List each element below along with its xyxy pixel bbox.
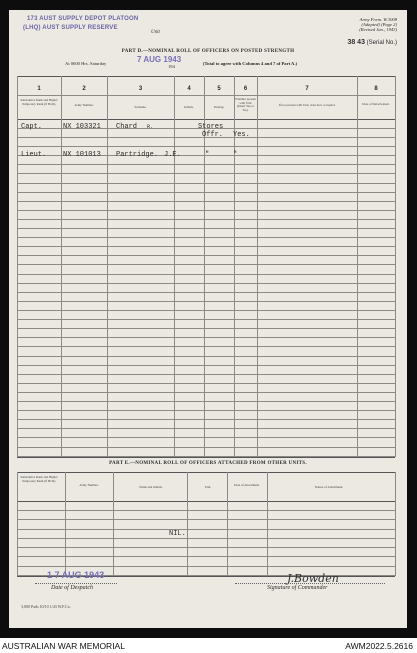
unit-stamp-line-2: (LHQ) AUST SUPPLY RESERVE (23, 25, 118, 31)
row-1-army-number: NX 103321 (63, 123, 101, 131)
serial-number: 38 43 (Serial No.) (347, 39, 397, 46)
header-bottom-rule (17, 119, 395, 120)
year-prefix: 194 (168, 64, 175, 69)
column-number-4: 4 (187, 86, 191, 92)
totals-note: (Total to agree with Columns 4 and 7 of Part A.) (203, 61, 298, 66)
row-1-present: Yes. (233, 131, 250, 139)
e-header-unit: Unit. (204, 485, 212, 489)
row-1-surname: Chard (116, 123, 138, 131)
ruled-line (17, 337, 395, 338)
column-divider (174, 76, 175, 457)
ruled-line (17, 538, 395, 539)
ruled-line (17, 319, 395, 320)
column-divider (187, 472, 188, 576)
ruled-line (17, 310, 395, 311)
form-reference: Army Form. W.3008 (Adapted) (Page 2) (Revised Jan., 1943) (359, 17, 397, 33)
part-e-title: PART E.—NOMINAL ROLL OF OFFICERS ATTACHED FROM OTHER UNITS. (109, 461, 307, 466)
ruled-line (17, 210, 395, 211)
commander-signature: J.Bowden (287, 572, 339, 585)
header-rank: Substantive Rank and Higher Temporary Rank (if Held). (20, 98, 58, 106)
column-divider (65, 472, 66, 576)
unit-stamp-line-1: 173 AUST SUPPLY DEPOT PLATOON (27, 16, 139, 22)
ruled-line (17, 437, 395, 438)
ruled-line (17, 237, 395, 238)
ruled-line (17, 356, 395, 357)
ruled-line (17, 383, 395, 384)
ruled-line (17, 201, 395, 202)
ruled-line (17, 219, 395, 220)
column-divider (61, 76, 62, 457)
column-number-5: 5 (217, 86, 221, 92)
header-army-number: Army Number. (74, 103, 94, 107)
ruled-line (17, 566, 395, 567)
ruled-line (17, 164, 395, 165)
ruled-line (17, 401, 395, 402)
header-detach-date: Date of Detach-ment. (362, 102, 390, 106)
header-posting: Posting. (213, 105, 225, 109)
row-2-present: " (233, 151, 238, 159)
column-number-7: 7 (305, 86, 309, 92)
header-present: Whether present with Unit (Insert Yes or No). (235, 97, 256, 112)
column-number-rule (17, 95, 395, 96)
form-page (9, 10, 407, 628)
signature-underline (235, 583, 385, 584)
ruled-line (17, 510, 395, 511)
ruled-line (17, 419, 395, 420)
ruled-line (17, 556, 395, 557)
row-2-surname: Partridge. (116, 151, 159, 159)
header-initials: Initials. (184, 105, 194, 109)
despatch-date-label: Date of Despatch (51, 585, 93, 591)
at-line: At 0600 Hrs. Saturday (65, 61, 107, 66)
column-number-2: 2 (82, 86, 86, 92)
column-number-3: 3 (138, 86, 143, 92)
e-header-name: Name and Initials. (139, 485, 163, 489)
ruled-line (17, 365, 395, 366)
part-d-bottom-rule (17, 457, 395, 458)
part-e-header-rule (17, 501, 395, 502)
ruled-line (17, 374, 395, 375)
ruled-line (17, 228, 395, 229)
column-divider (257, 76, 258, 457)
ruled-line (17, 173, 395, 174)
ruled-line (17, 301, 395, 302)
ruled-line (17, 529, 395, 530)
ruled-line (17, 283, 395, 284)
column-divider (17, 76, 18, 457)
part-e-top-rule (17, 472, 395, 473)
ruled-line (17, 274, 395, 275)
column-divider (17, 472, 18, 576)
e-header-attach-date: Date of Attachment. (234, 483, 260, 487)
column-divider (357, 76, 358, 457)
row-1-rank: Capt. (21, 123, 43, 131)
e-header-army-number: Army Number. (79, 483, 99, 487)
header-surname: Surname. (134, 105, 147, 109)
column-divider (107, 76, 108, 457)
row-2-army-number: NX 101013 (63, 151, 101, 159)
row-2-initials: J.E. (164, 151, 181, 159)
row-2-rank: Lieut. (21, 151, 47, 159)
ruled-line (17, 428, 395, 429)
ruled-line (17, 255, 395, 256)
e-header-rank: Substantive Rank and Higher Temporary Rank (if Held). (20, 475, 58, 483)
column-number-6: 6 (243, 86, 248, 92)
archive-caption: AUSTRALIAN WAR MEMORIAL (2, 641, 125, 651)
row-1-posting-cont: Offr. (202, 131, 224, 139)
ruled-line (17, 392, 395, 393)
ruled-line (17, 183, 395, 184)
archive-reference: AWM2022.5.2616 (345, 641, 413, 651)
column-divider (113, 472, 114, 576)
table-top-rule (17, 76, 395, 77)
row-2-posting: " (205, 151, 210, 159)
header-occupation: If not present with Unit, state how occupied. (278, 103, 336, 107)
ruled-line (17, 246, 395, 247)
part-e-nil-entry: NIL. (169, 530, 186, 538)
print-note: 3,000 Pads 10/10 1/43 W.F.Co. (21, 604, 71, 609)
ruled-line (17, 519, 395, 520)
column-divider (395, 76, 396, 457)
part-d-title: PART D.—NOMINAL ROLL OF OFFICERS ON POSTED STRENGTH (121, 49, 295, 54)
roll-date-stamp: 7 AUG 1943 (137, 55, 182, 64)
ruled-line (17, 410, 395, 411)
ruled-line (17, 264, 395, 265)
ruled-line (17, 292, 395, 293)
column-divider (267, 472, 268, 576)
column-number-8: 8 (374, 86, 378, 92)
ruled-line (17, 447, 395, 448)
signature-label: Signature of Commander (267, 585, 328, 591)
ruled-line (17, 328, 395, 329)
row-1-initials: R. (147, 124, 154, 130)
despatch-date-stamp: 1 7 AUG 1943 (47, 570, 105, 580)
unit-label: Unit (151, 30, 160, 35)
ruled-line (17, 547, 395, 548)
column-number-1: 1 (37, 86, 41, 92)
column-divider (395, 472, 396, 576)
ruled-line (17, 346, 395, 347)
ruled-line (17, 192, 395, 193)
despatch-date-underline (35, 583, 117, 584)
column-divider (227, 472, 228, 576)
e-header-nature: Nature of Attachment. (314, 485, 344, 489)
ruled-line (17, 146, 395, 147)
row-1-posting: Stores (198, 123, 224, 131)
